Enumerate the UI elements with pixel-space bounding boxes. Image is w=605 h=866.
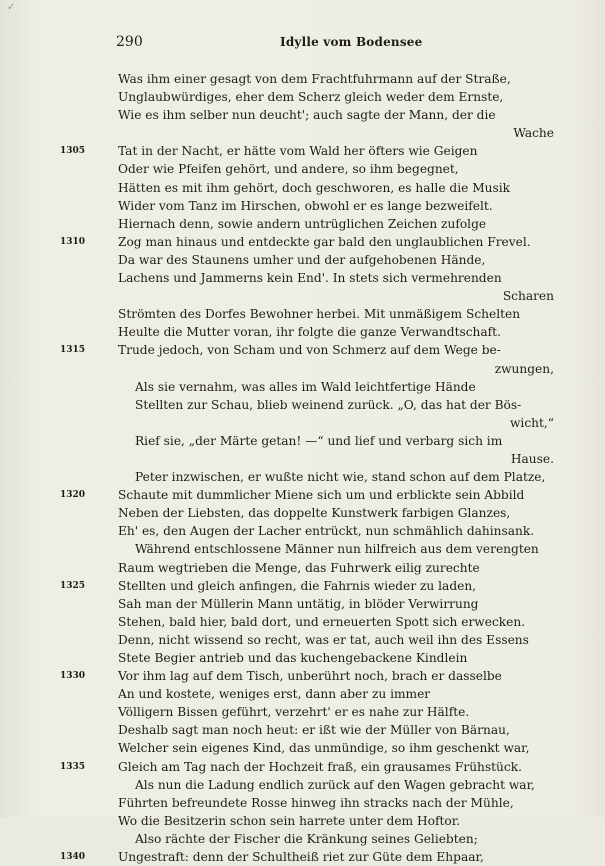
poem-line [0, 160, 605, 178]
poem-line [0, 360, 605, 378]
line-number: 1330 [60, 671, 86, 682]
line-text: Heulte die Mutter voran, ihr folgte die ganze Verwandtschaft. [118, 325, 501, 340]
poem-line [0, 486, 605, 504]
poem-line [0, 758, 605, 776]
line-number: 1335 [60, 761, 86, 772]
poem-line [0, 522, 605, 540]
line-text: Wache [513, 126, 554, 141]
poem-line [0, 432, 605, 450]
page-header [0, 34, 605, 54]
poem-line [0, 504, 605, 522]
line-text: Vor ihm lag auf dem Tisch, unberührt noch, brach er dasselbe [118, 669, 502, 684]
line-text: Während entschlossene Männer nun hilfreich aus dem verengten [135, 542, 539, 557]
line-text: Gleich am Tag nach der Hochzeit fraß, ein grausames Frühstück. [118, 759, 522, 774]
page-number: 290 [116, 34, 143, 50]
line-text: Wo die Besitzerin schon sein harrete unter dem Hoftor. [118, 813, 461, 828]
line-text: Also rächte der Fischer die Kränkung seines Geliebten; [135, 831, 478, 846]
line-text: Wider vom Tanz im Hirschen, obwohl er es lange bezweifelt. [118, 198, 493, 213]
poem-line [0, 142, 605, 160]
line-text: Völligern Bissen geführt, verzehrt' er es nahe zur Hälfte. [118, 705, 470, 720]
line-text: Denn, nicht wissend so recht, was er tat, auch weil ihn des Essens [118, 632, 529, 647]
poem-line [0, 124, 605, 142]
poem-line [0, 468, 605, 486]
poem-line [0, 179, 605, 197]
line-text: Deshalb sagt man noch heut: er ißt wie der Müller von Bärnau, [118, 723, 510, 738]
line-text: Hätten es mit ihm gehört, doch geschworen, es halle die Musik [118, 180, 511, 195]
line-text: Oder wie Pfeifen gehört, und andere, so ihm begegnet, [118, 162, 459, 177]
poem-line [0, 251, 605, 269]
line-text: Zog man hinaus und entdeckte gar bald den unglaublichen Frevel. [118, 234, 531, 249]
poem-line [0, 830, 605, 848]
poem-line [0, 396, 605, 414]
line-text: Sah man der Müllerin Mann untätig, in blöder Verwirrung [118, 596, 479, 611]
line-text: Neben der Liebsten, das doppelte Kunstwerk farbigen Glanzes, [118, 506, 511, 521]
poem-line [0, 703, 605, 721]
line-text: Hause. [510, 451, 554, 466]
poem-line [0, 631, 605, 649]
poem-line [0, 649, 605, 667]
line-text: Was ihm einer gesagt von dem Frachtfuhrmann auf der Straße, [118, 72, 511, 86]
poem-line [0, 739, 605, 757]
line-number: 1305 [60, 146, 86, 157]
poem-line [0, 812, 605, 830]
poem-line [0, 848, 605, 866]
poem-line [0, 613, 605, 631]
line-text: Welcher sein eigenes Kind, das unmündige, so ihm geschenkt war, [118, 741, 530, 756]
running-title: Idylle vom Bodensee [280, 35, 423, 49]
poem-line [0, 323, 605, 341]
poem-line [0, 667, 605, 685]
poem-line [0, 215, 605, 233]
poem-line [0, 70, 605, 88]
poem-line [0, 88, 605, 106]
line-text: zwungen, [494, 361, 554, 376]
poem-line [0, 559, 605, 577]
line-text: Eh' es, den Augen der Lacher entrückt, nun schmählich dahinsank. [118, 524, 535, 539]
poem-line [0, 540, 605, 558]
line-text: Da war des Staunens umher und der aufgehobenen Hände, [118, 252, 486, 267]
line-text: Peter inzwischen, er wußte nicht wie, stand schon auf dem Platze, [135, 470, 546, 485]
line-number: 1340 [60, 852, 86, 863]
line-text: Hiernach denn, sowie andern untrüglichen Zeichen zufolge [118, 216, 487, 231]
line-text: Trude jedoch, von Scham und von Schmerz auf dem Wege be- [118, 343, 501, 358]
line-text: Unglaubwürdiges, eher dem Scherz gleich weder dem Ernste, [118, 90, 504, 105]
line-text: Als sie vernahm, was alles im Wald leichtfertige Hände [135, 379, 476, 394]
line-text: Rief sie, „der Märte getan! —“ und lief und verbarg sich im [135, 433, 503, 448]
poem-line [0, 233, 605, 251]
poem-line [0, 269, 605, 287]
line-text: Stehen, bald hier, bald dort, und erneuerten Spott sich erwecken. [118, 614, 526, 629]
poem-line [0, 341, 605, 359]
poem-line [0, 197, 605, 215]
corner-mark: ✓ [7, 2, 16, 13]
poem-line [0, 414, 605, 432]
line-text: Schaute mit dummlicher Miene sich um und erblickte sein Abbild [118, 488, 525, 503]
line-number: 1315 [60, 345, 86, 356]
poem-line [0, 794, 605, 812]
line-text: Führten befreundete Rosse hinweg ihn stracks nach der Mühle, [118, 795, 514, 810]
line-text: An und kostete, weniges erst, dann aber zu immer [118, 687, 431, 702]
poem-line [0, 305, 605, 323]
line-number: 1320 [60, 490, 86, 501]
line-text: wicht,“ [509, 415, 554, 430]
line-text: Ungestraft: denn der Schultheiß riet zur Güte dem Ehpaar, [118, 850, 484, 865]
line-text: Raum wegtrieben die Menge, das Fuhrwerk eilig zurechte [118, 560, 480, 575]
poem-line [0, 595, 605, 613]
poem-text-block [0, 70, 605, 866]
line-text: Stellten zur Schau, blieb weinend zurück. „O, das hat der Bös- [135, 397, 522, 412]
poem-line [0, 685, 605, 703]
line-text: Stete Begier antrieb und das kuchengebackene Kindlein [118, 651, 468, 665]
poem-line [0, 776, 605, 794]
line-text: Strömten des Dorfes Bewohner herbei. Mit unmäßigem Schelten [118, 307, 521, 322]
poem-line [0, 106, 605, 124]
line-text: Scharen [502, 289, 554, 304]
poem-line [0, 721, 605, 739]
line-text: Lachens und Jammerns kein End'. In stets sich vermehrenden [118, 271, 502, 286]
line-text: Stellten und gleich anfingen, die Fahrnis wieder zu laden, [118, 578, 477, 593]
line-text: Wie es ihm selber nun deucht'; auch sagte der Mann, der die [118, 108, 496, 123]
line-text: Tat in der Nacht, er hätte vom Wald her öfters wie Geigen [118, 144, 478, 159]
poem-line [0, 378, 605, 396]
line-number: 1325 [60, 580, 86, 591]
poem-line [0, 287, 605, 305]
line-text: Als nun die Ladung endlich zurück auf den Wagen gebracht war, [135, 777, 535, 792]
poem-line [0, 450, 605, 468]
line-number: 1310 [60, 236, 86, 247]
poem-line [0, 577, 605, 595]
